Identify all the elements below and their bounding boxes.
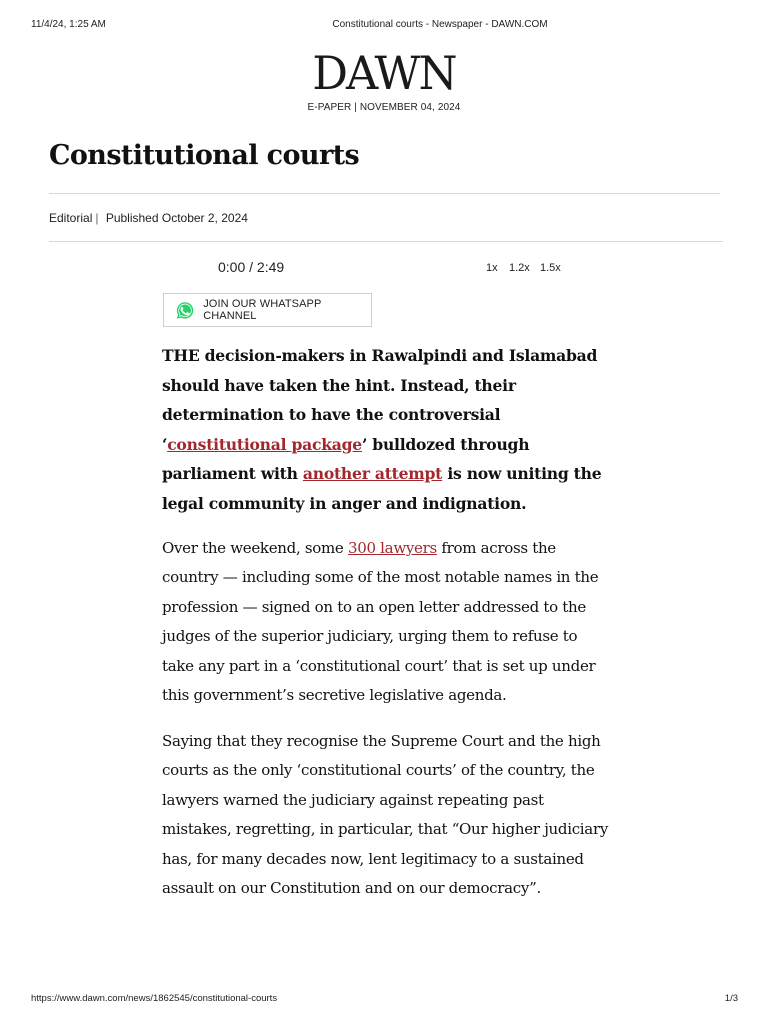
- page-number: 1/3: [724, 993, 738, 1004]
- paragraph-text: Over the weekend, some: [162, 539, 348, 557]
- audio-player: [0, 258, 768, 278]
- speed-1x-button[interactable]: 1x: [486, 262, 498, 274]
- 300-lawyers-link[interactable]: 300 lawyers: [347, 539, 437, 557]
- print-url: https://www.dawn.com/news/1862545/constitutional-courts: [31, 993, 278, 1004]
- body-paragraph-2: Saying that they recognise the Supreme Court and the high courts as the only ‘constitutional courts’ of the country, the lawyers warned the judiciary against repeating past mistakes, regretting, in particular, that “Our higher judiciary has, for many decades now, lent legitimacy to a sustained assault on our Constitution and on our democracy”.: [162, 732, 608, 898]
- whatsapp-channel-button[interactable]: [163, 293, 372, 327]
- print-footer: [0, 993, 768, 1007]
- masthead: [0, 46, 768, 113]
- article-headline: Constitutional courts: [49, 140, 360, 171]
- byline-separator: |: [95, 211, 99, 225]
- lede-text: ’ bulldozed through parliament with: [162, 434, 530, 484]
- lede-text: is now uniting the legal community in anger and indignation.: [162, 464, 602, 513]
- whatsapp-label: JOIN OUR WHATSAPP CHANNEL: [203, 298, 322, 322]
- whatsapp-icon: [175, 300, 195, 321]
- lede-paragraph: [162, 341, 612, 519]
- category-link[interactable]: Editorial: [49, 211, 93, 225]
- print-header: [0, 19, 768, 33]
- paragraph-text: from across the country — including some of the most notable names in the profession — signed on to an open letter addressed to the judges of the superior judiciary, urging them to refuse to take any part in a ‘constitutional court’ that is set up under this government’s secretive legislative agenda.: [162, 539, 599, 705]
- constitutional-package-link[interactable]: constitutional package: [167, 434, 362, 454]
- byline: [49, 211, 248, 225]
- print-datetime: 11/4/24, 1:25 AM: [31, 19, 106, 30]
- audio-time: 0:00 / 2:49: [218, 259, 285, 275]
- article-paragraph: [162, 727, 612, 903]
- another-attempt-link[interactable]: another attempt: [302, 464, 443, 484]
- dawn-logo[interactable]: DAWN: [312, 46, 456, 100]
- print-page-title: Constitutional courts - Newspaper - DAWN.COM: [332, 19, 548, 30]
- article-paragraph: [162, 534, 612, 710]
- article-lede: [162, 341, 612, 519]
- speed-1-5x-button[interactable]: 1.5x: [540, 262, 561, 274]
- speed-1-2x-button[interactable]: 1.2x: [509, 262, 530, 274]
- epaper-date: E-PAPER | NOVEMBER 04, 2024: [307, 102, 461, 113]
- published-date: Published October 2, 2024: [105, 211, 248, 225]
- headline-divider: [49, 193, 720, 194]
- lede-text: THE decision-makers in Rawalpindi and Islamabad should have taken the hint. Instead, their determination to have the controversial ‘: [162, 346, 598, 454]
- byline-divider: [49, 241, 723, 242]
- body-paragraph-1: [162, 534, 612, 710]
